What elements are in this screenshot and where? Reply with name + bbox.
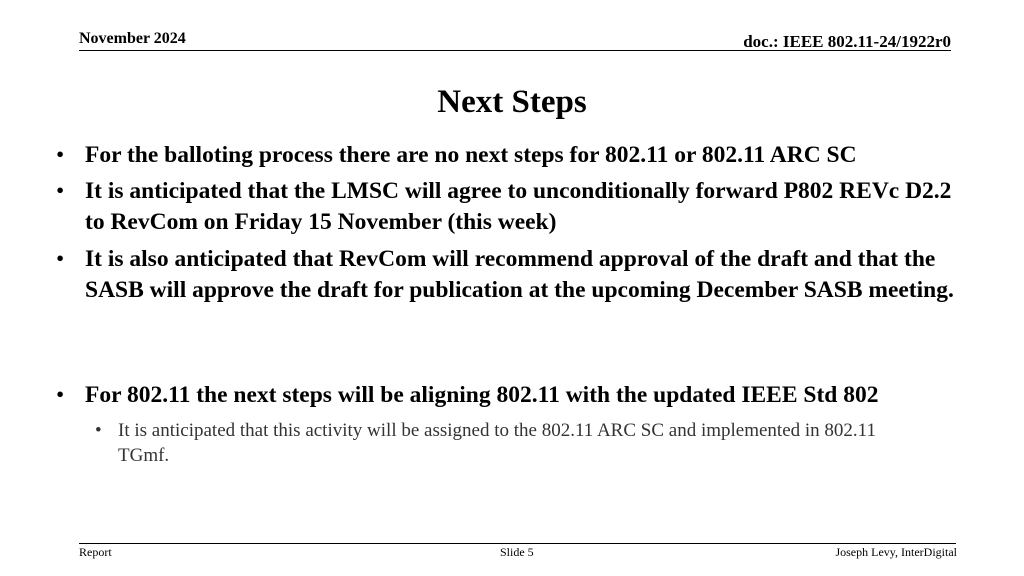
footer-divider [79,543,956,544]
header-date: November 2024 [79,30,186,47]
footer-slide-number: Slide 5 [500,545,534,559]
footer-report-label: Report [79,545,112,559]
sub-bullet-item-arc-sc: • It is anticipated that this activity will be assigned to the 802.11 ARC SC and implemented in 802.11 TGmf. [118,418,918,468]
bullet-item-balloting: • For the balloting process there are no next steps for 802.11 or 802.11 ARC SC [85,140,960,171]
footer-author: Joseph Levy, InterDigital [835,545,957,559]
bullet-item-next-steps-alignment: • For 802.11 the next steps will be aligning 802.11 with the updated IEEE Std 802 [85,380,960,411]
header-document-id: doc.: IEEE 802.11-24/1922r0 [743,32,951,51]
bullet-item-lmsc-forward: • It is anticipated that the LMSC will agree to unconditionally forward P802 REVc D2.2 to RevCom on Friday 15 November (this week) [85,176,960,238]
bullet-item-revcom-approval: • It is also anticipated that RevCom will recommend approval of the draft and that the SASB will approve the draft for publication at the upcoming December SASB meeting. [85,244,960,306]
slide-title: Next Steps [437,84,587,120]
header-divider [79,50,951,51]
